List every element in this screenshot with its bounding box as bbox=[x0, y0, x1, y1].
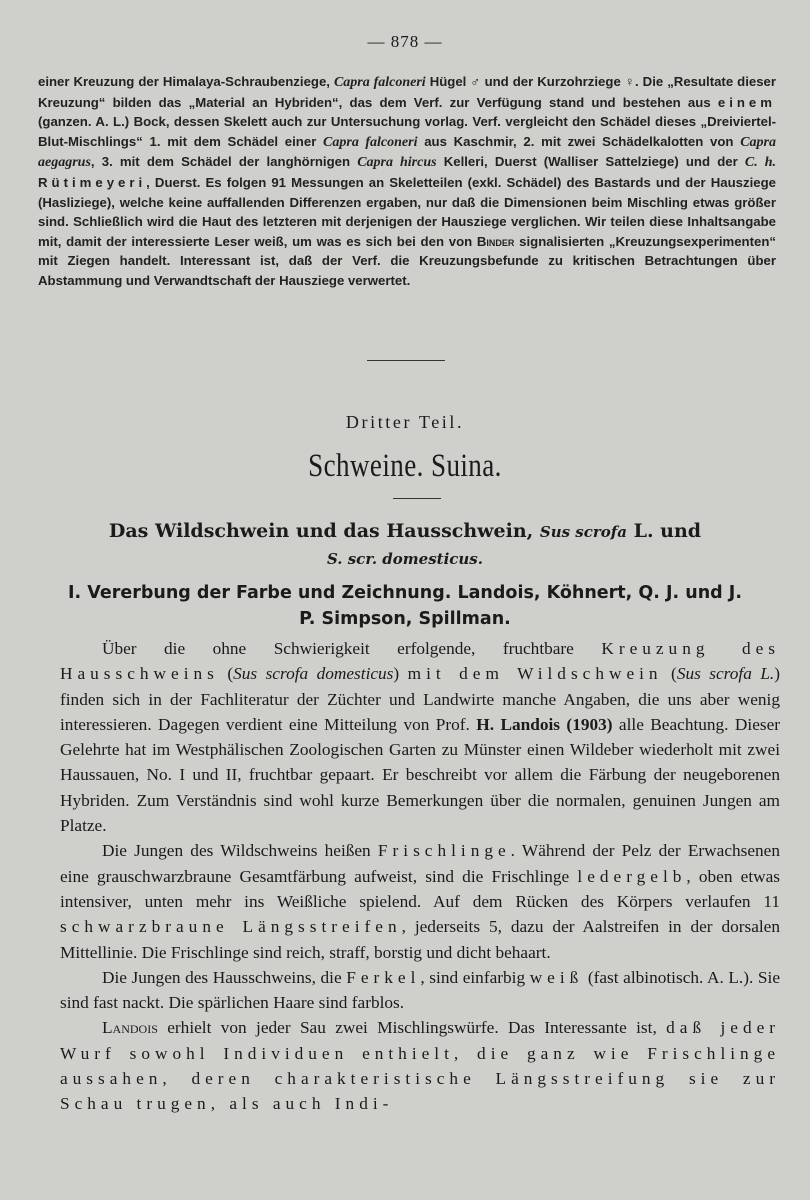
spaced-emphasis: schwarzbraune Längsstreifen bbox=[60, 917, 402, 937]
paragraph bbox=[60, 636, 780, 838]
text-run: einer Kreuzung der Himalaya-Schraubenziege, bbox=[38, 74, 334, 89]
text-run: Die Jungen des Hausschweins, die bbox=[102, 967, 347, 987]
section-title: Schweine. Suina. bbox=[308, 448, 502, 484]
spaced-emphasis: Kreuzung des Hausschweins bbox=[60, 639, 781, 684]
text-run: , 3. mit dem Schädel der langhörnigen bbox=[90, 154, 358, 170]
page-number: — 878 — bbox=[367, 32, 443, 51]
spaced-emphasis: weiß bbox=[529, 967, 584, 987]
spaced-emphasis: einem bbox=[717, 94, 776, 110]
author-name: Binder bbox=[476, 233, 515, 249]
species-name: Sus scrofa domesticus bbox=[233, 664, 394, 684]
paragraph bbox=[60, 1015, 780, 1116]
text-run: erhielt von jeder Sau zwei Mischlingswürfe. Das Interessante ist, bbox=[157, 1018, 667, 1038]
text-run: Die Jungen des Wildschweins heißen bbox=[102, 841, 378, 861]
species-name: Capra aegagrus bbox=[38, 134, 776, 171]
section-subheading: I. Vererbung der Farbe und Zeichnung. Landois, Köhnert, Q. J. und J. P. Simpson, Spillman. bbox=[68, 583, 742, 629]
text-run: , Duerst. Es folgen 91 Messungen an Skeletteilen (exkl. Schädel) des Bastards und der Hausziege (Hasliziege), welche keine auffallenden Differenzen ergaben, nur daß die Dimensionen beim Mischling etwas größer sind. Schließlich wird die Haut des letzteren mit derjenigen der Hausziege verglichen. Wir teilen diese Inhaltsangabe mit, damit der interessierte Leser weiß, um was es sich bei den von bbox=[38, 174, 776, 249]
text-run: aus Kaschmir, 2. mit zwei Schädelkalotten von bbox=[417, 133, 741, 149]
species-name: Sus scrofa L. bbox=[676, 664, 775, 684]
spaced-emphasis: Frischlinge bbox=[377, 841, 511, 861]
text-run: Hügel ♂ und der Kurzohrziege ♀. Die „Resultate dieser Kreuzung“ bilden das „Material an Hybriden“, das dem Verf. zur Verfügung stand und bestehen aus bbox=[38, 74, 777, 110]
main-text bbox=[60, 636, 780, 1117]
text-run: Über die ohne Schwierigkeit erfolgende, fruchtbare bbox=[102, 639, 602, 658]
species-name: S. scr. domesticus. bbox=[327, 550, 483, 568]
species-name: Capra falconeri bbox=[323, 134, 418, 150]
text-run: signalisierten „Kreuzungsexperimenten“ mit Ziegen handelt. Interessant ist, daß der Verf. die Kreuzungsbefunde zu kritischen Betrachtungen über Abstammung und Verwandtschaft der Hausziege verwertet. bbox=[38, 233, 776, 288]
species-name: C. h. bbox=[744, 155, 776, 171]
intro-paragraph bbox=[38, 72, 776, 291]
text-run: , oben etwas intensiver, unten mehr ins Weißliche spielend. Auf dem Rücken des Körpers verlaufen 11 bbox=[60, 866, 780, 911]
text-run: (ganzen. A. L.) Bock, dessen Skelett auch zur Untersuchung vorlag. Verf. vergleicht den Schädel dieses „Dreiviertel-Blut-Mischlings“ 1. mit dem Schädel einer bbox=[38, 114, 776, 149]
species-name: Capra hircus bbox=[357, 155, 437, 171]
text-run: ( bbox=[662, 664, 677, 684]
text-run: . Während der Pelz der Erwachsenen eine grauschwarzbraune Gesamtfärbung aufweist, sind die Frischlinge bbox=[60, 841, 780, 886]
spaced-emphasis: Ferkel bbox=[346, 967, 421, 987]
text-run: Kelleri, Duerst (Walliser Sattelziege) und der bbox=[436, 154, 745, 170]
text-run: alle Beachtung. Dieser Gelehrte hat im Westphälischen Zoologischen Garten zu Münster einen Wildeber wiederholt mit zwei Haussauen, No. I und II, fruchtbar gepaart. Er beschreibt vor allem die Färbung der neugeborenen Hybriden. Zum Verständnis sind wohl kurze Bemerkungen über die normalen, genuinen Jungen am Platze. bbox=[60, 714, 781, 836]
citation: H. Landois (1903) bbox=[476, 714, 613, 734]
paragraph bbox=[60, 965, 780, 1016]
paragraph bbox=[60, 838, 780, 964]
author-name: Landois bbox=[102, 1018, 158, 1038]
text-run: ) finden sich in der Fachliteratur der Züchter und Landwirte manche Angaben, die uns aber wenig interessieren. Dagegen verdient eine Mitteilung von Prof. bbox=[60, 664, 781, 734]
species-name: Capra falconeri bbox=[333, 75, 426, 90]
heading-text: Das Wildschwein und das Hausschwein, bbox=[108, 520, 540, 542]
spaced-emphasis: ledergelb bbox=[577, 866, 687, 886]
divider-rule bbox=[393, 498, 441, 499]
chapter-heading bbox=[60, 518, 750, 572]
text-run: , sind einfarbig bbox=[420, 967, 530, 987]
text-run: (fast albinotisch. A. L.). Sie sind fast nackt. Die spärlichen Haare sind farblos. bbox=[60, 967, 780, 1013]
heading-text: L. und bbox=[626, 520, 702, 542]
text-run: ( bbox=[218, 664, 234, 684]
divider-rule bbox=[367, 360, 445, 361]
spaced-emphasis: Rütimeyeri bbox=[38, 174, 147, 190]
spaced-emphasis: mit dem Wildschwein bbox=[407, 664, 663, 684]
text-run: ) bbox=[393, 664, 408, 684]
part-title: Dritter Teil. bbox=[345, 412, 465, 432]
species-name: Sus scrofa bbox=[539, 523, 627, 541]
spaced-emphasis: daß jeder Wurf sowohl Individuen enthielt, die ganz wie Frischlinge aussahen, deren charakteristische Längsstreifung sie zur Schau trugen, als auch Indi- bbox=[60, 1018, 781, 1114]
text-run: , jederseits 5, dazu der Aalstreifen in der dorsalen Mittellinie. Die Frischlinge sind reich, straff, borstig und dicht behaart. bbox=[60, 917, 780, 962]
